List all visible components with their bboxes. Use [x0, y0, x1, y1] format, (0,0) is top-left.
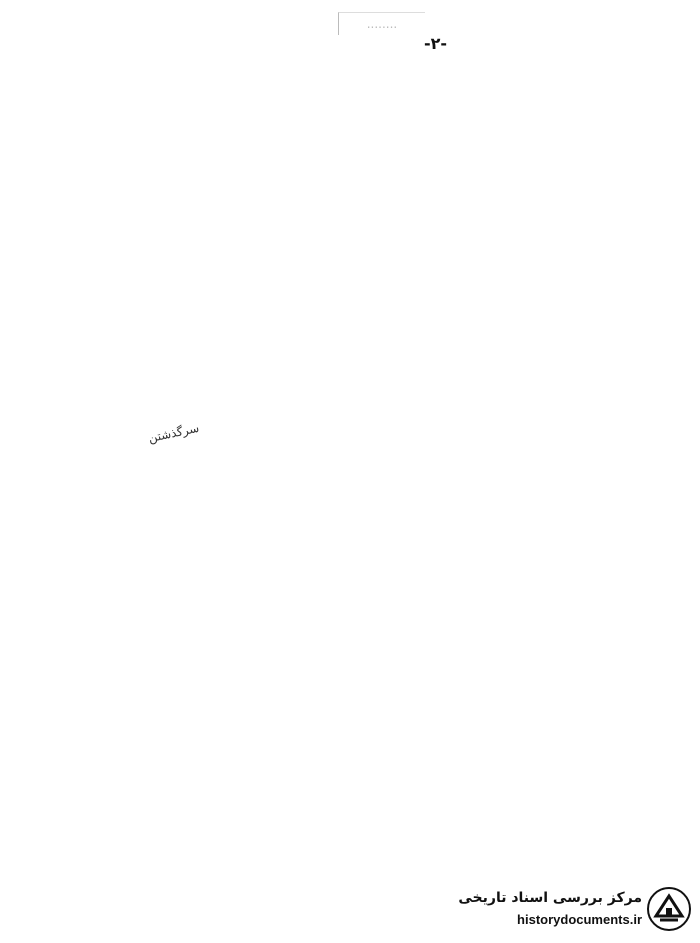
watermark-url[interactable]: historydocuments.ir [517, 912, 642, 927]
archive-watermark [454, 884, 694, 938]
archive-logo-icon [646, 886, 692, 932]
handwritten-note: سرگذشتن [147, 420, 201, 446]
faded-stamp: ........ [338, 12, 425, 35]
page-number: -٢- [424, 34, 448, 53]
watermark-title: مرکز بررسی اسناد تاریخی [458, 890, 642, 906]
